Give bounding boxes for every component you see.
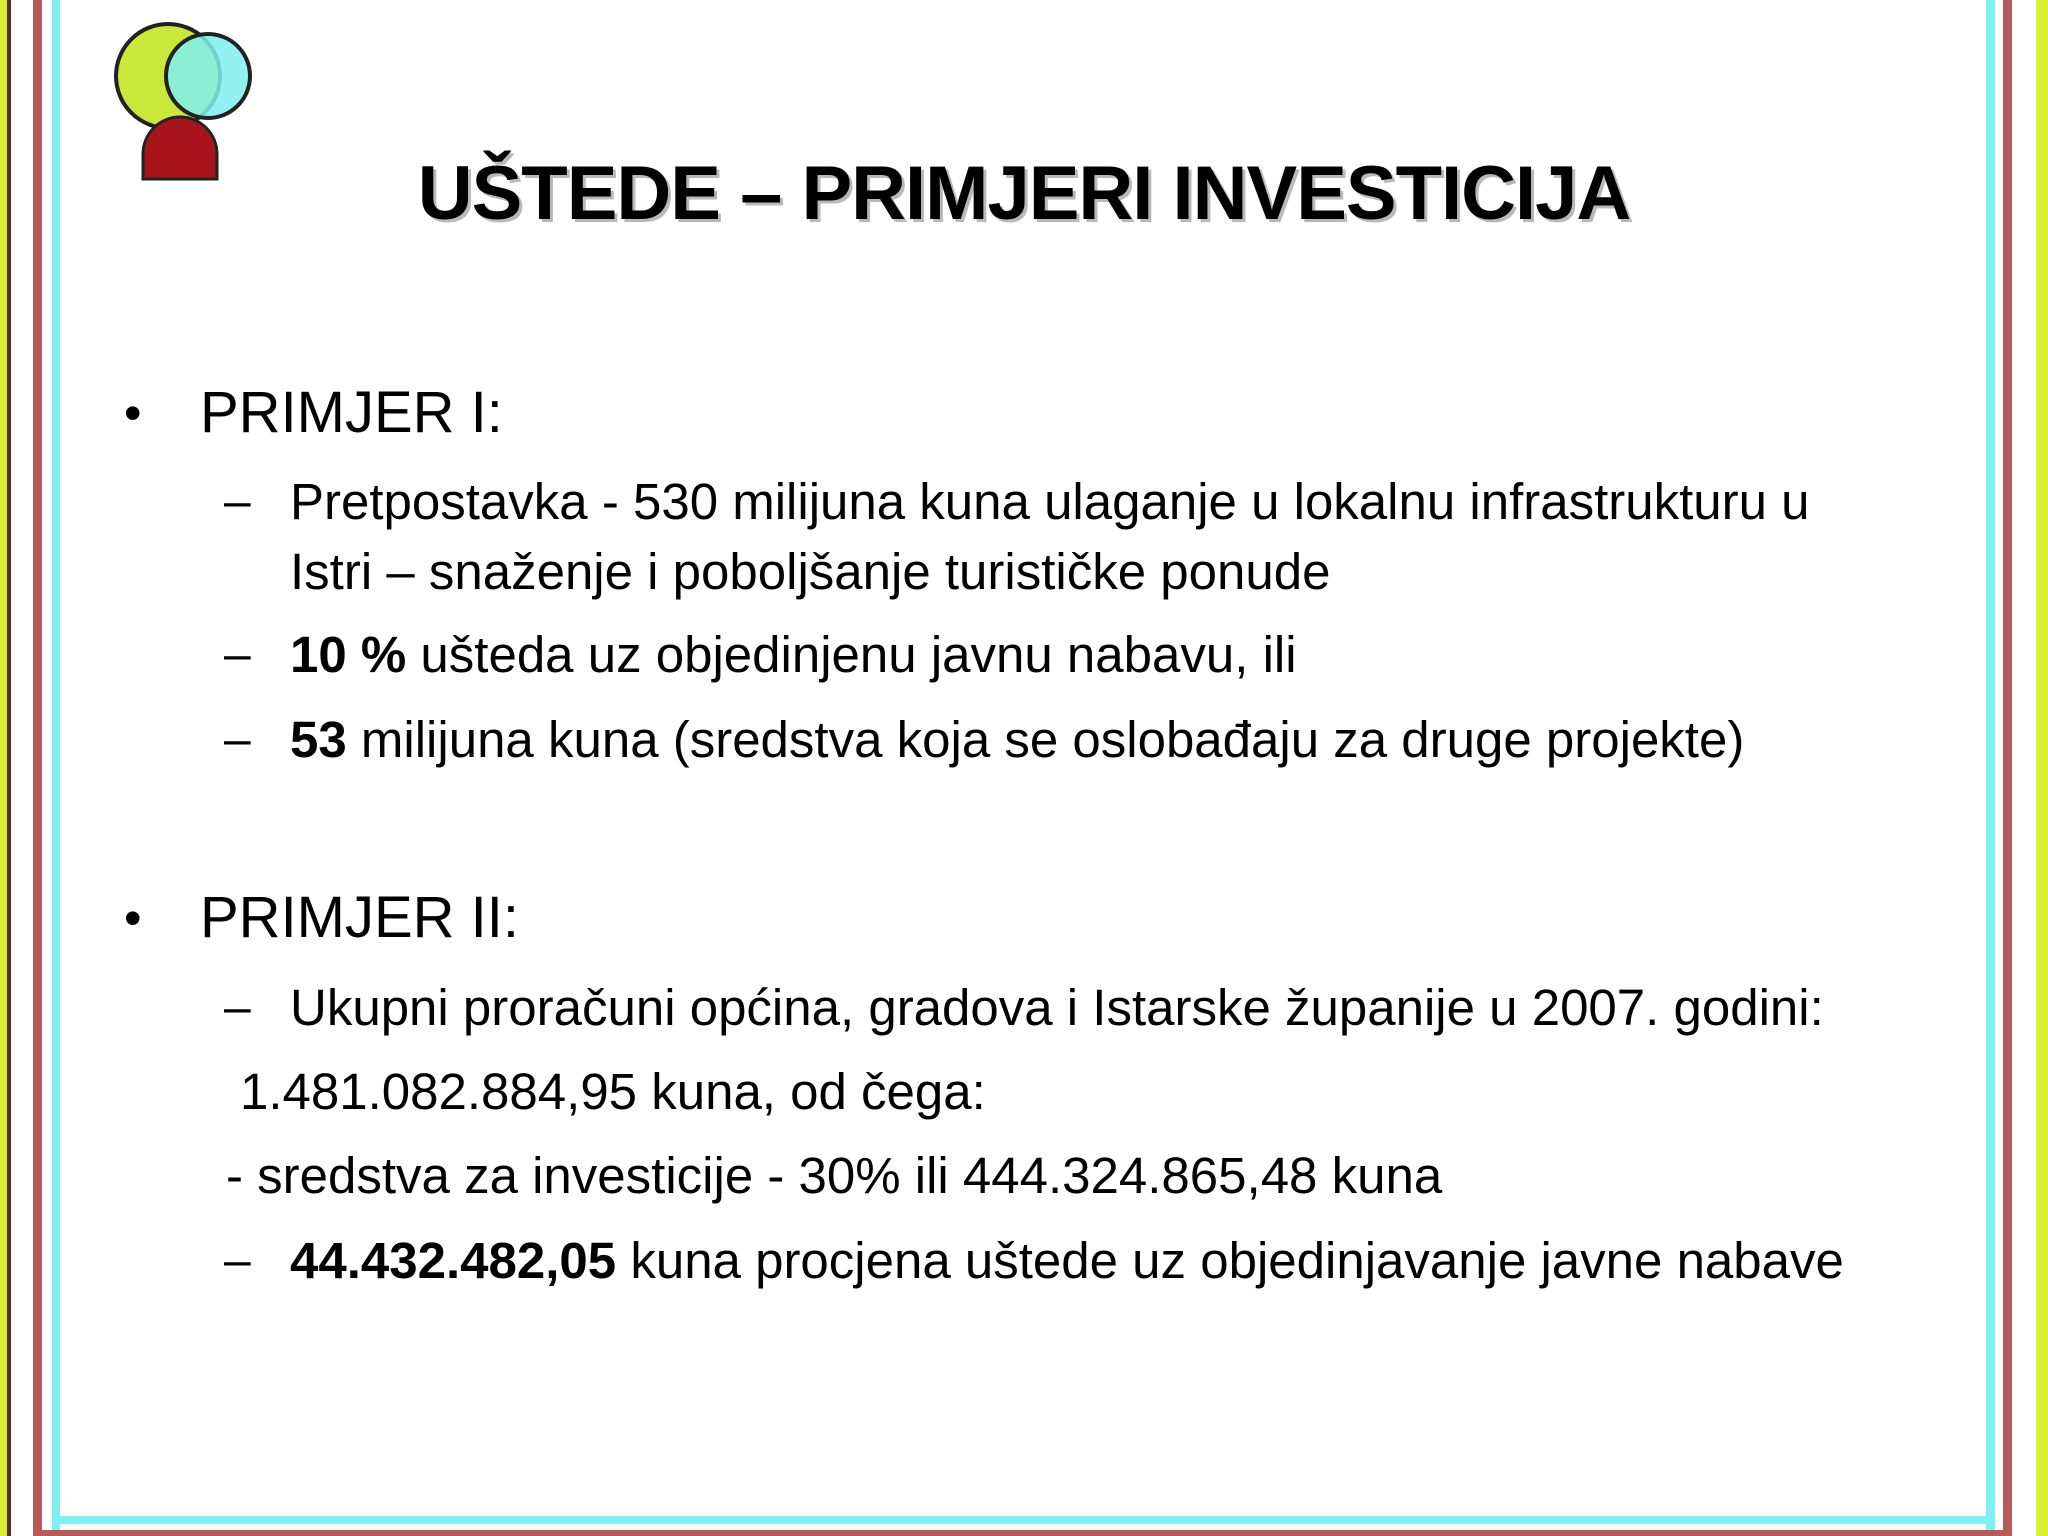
example2-heading: PRIMJER II: [200, 885, 520, 950]
example1-item2-text: ušteda uz objedinjenu javnu nabavu, ili [406, 626, 1297, 683]
example1-item3-text: milijuna kuna (sredstva koja se oslobađaju za druge projekte) [346, 711, 1745, 768]
example2-item1-line2: 1.481.082.884,95 kuna, od čega: [240, 1063, 986, 1120]
example1-item2-highlight: 10 % [290, 626, 407, 683]
dash-icon: – [224, 981, 251, 1034]
dash-icon: – [224, 475, 251, 528]
dash-icon: – [224, 628, 251, 681]
example2-item1-line3: - sredstva za investicije - 30% ili 444.324.865,48 kuna [226, 1147, 1443, 1204]
example2-item2 [290, 1231, 1844, 1291]
dash-icon: – [224, 1234, 251, 1287]
example2-item1-line1: Ukupni proračuni općina, gradova i Istarske županije u 2007. godini: [290, 979, 1824, 1036]
bullet-icon: • [124, 385, 142, 441]
bullet-icon: • [124, 890, 142, 946]
example2-item2-text: kuna procjena uštede uz objedinjavanje javne nabave [616, 1232, 1844, 1289]
example2-item2-highlight: 44.432.482,05 [290, 1232, 617, 1289]
dash-icon: – [224, 713, 251, 766]
example1-item3-highlight: 53 [290, 711, 347, 768]
example1-item1-line1: Pretpostavka - 530 milijuna kuna ulaganje u lokalnu infrastrukturu u [290, 473, 1810, 530]
example1-item3 [290, 710, 1744, 770]
example1-heading: PRIMJER I: [200, 380, 503, 445]
slide-title: UŠTEDE – PRIMJERI INVESTICIJA [417, 151, 1631, 236]
example1-item1-line2: Istri – snaženje i poboljšanje turističke ponude [290, 543, 1331, 600]
example1-item2 [290, 625, 1297, 685]
